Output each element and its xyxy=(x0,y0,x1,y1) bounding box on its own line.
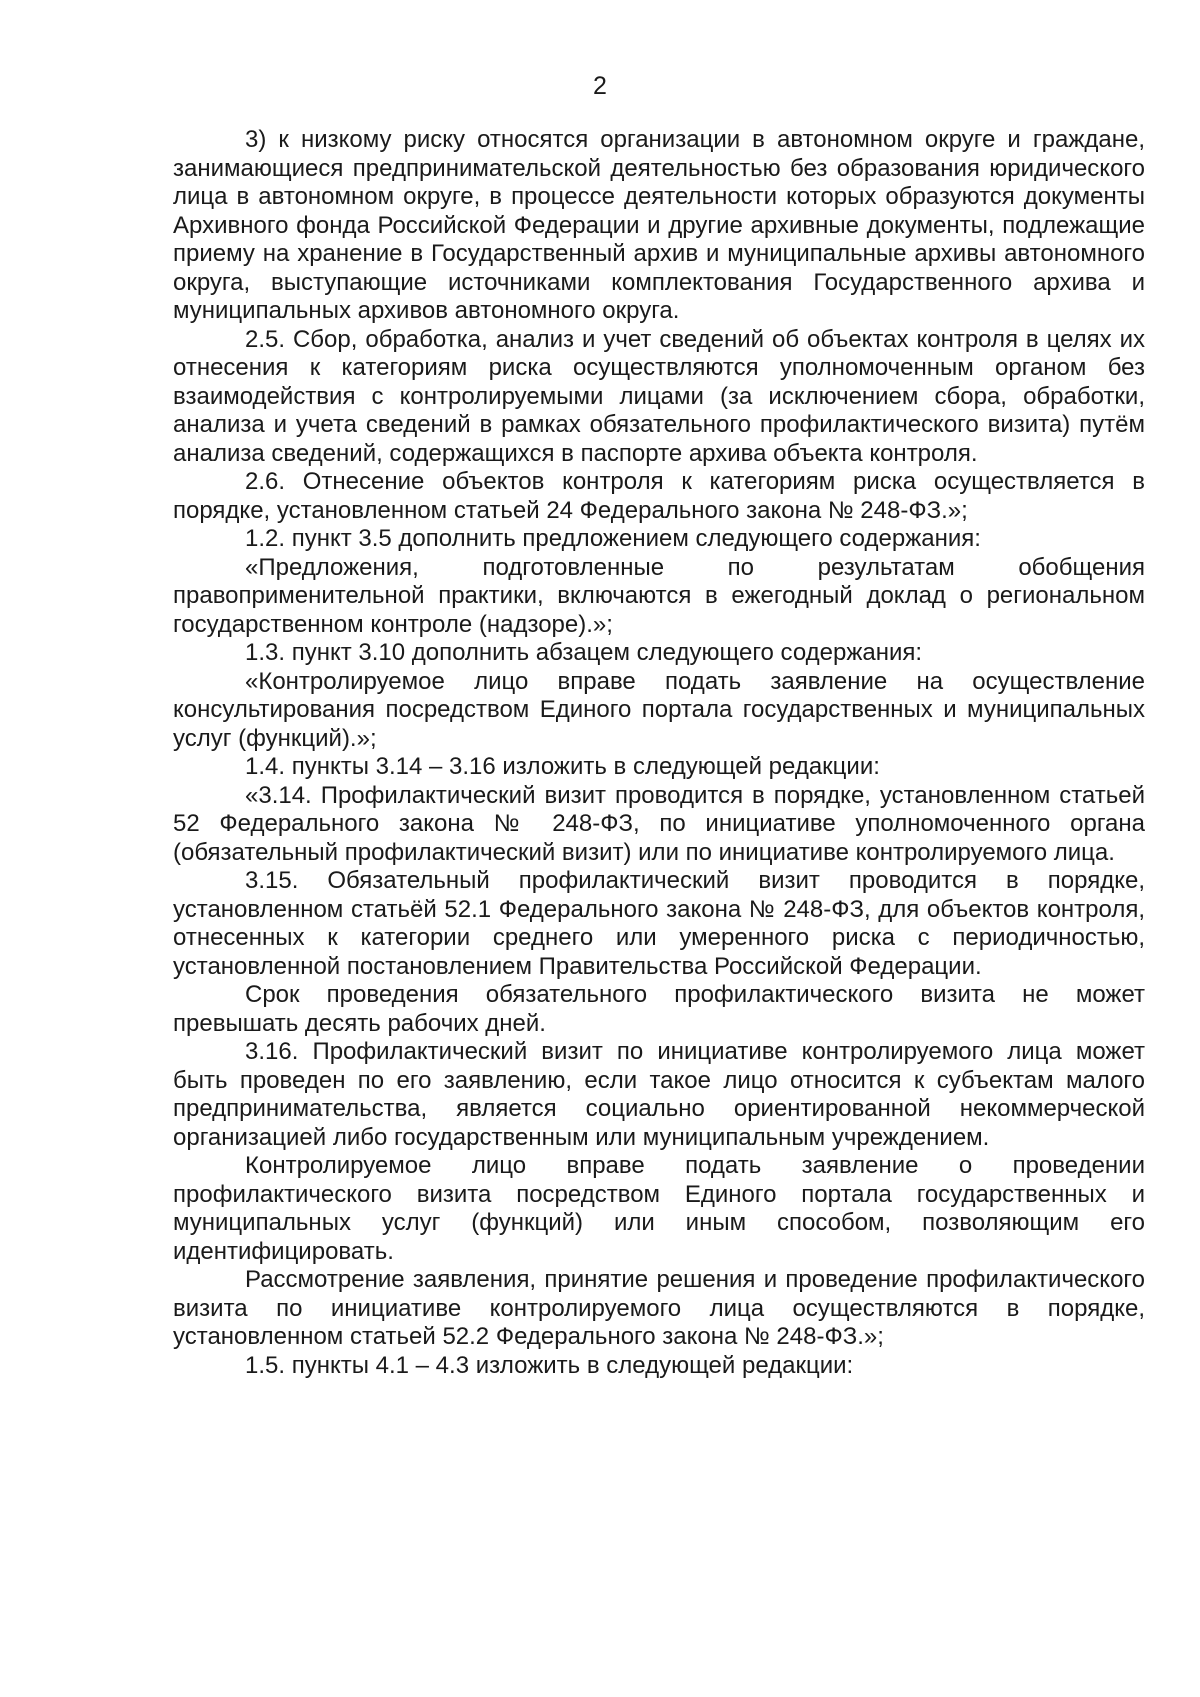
paragraph-proposals: «Предложения, подготовленные по результатам обобщения правоприменительной практики, включаются в ежегодный доклад о региональном государственном контроле (надзоре).»; xyxy=(173,553,1145,638)
paragraph-review: Рассмотрение заявления, принятие решения и проведение профилактического визита по инициативе контролируемого лица осуществляются в порядке, установленном статьей 52.2 Федерального закона № 248-ФЗ.»; xyxy=(173,1266,1145,1350)
paragraph-low-risk: 3) к низкому риску относятся организации в автономном округе и граждане, занимающиеся предпринимательской деятельностью без образования юридического лица в автономном округе, в процессе деятельности которых образуются документы Архивного фонда Российской Федерации и другие архивные документы, подлежащие приему на хранение в Государственный архив и муниципальные архивы автономного округа, выступающие источниками комплектования Государственного архива и муниципальных архивов автономного округа. xyxy=(173,126,1145,324)
paragraph-2-6: 2.6. Отнесение объектов контроля к категориям риска осуществляется в порядке, установленном статьей 24 Федерального закона № 248-ФЗ.»; xyxy=(173,468,1145,524)
paragraph-visit-term: Срок проведения обязательного профилактического визита не может превышать десять рабочих дней. xyxy=(173,981,1145,1037)
paragraph-1-2: 1.2. пункт 3.5 дополнить предложением следующего содержания: xyxy=(245,525,981,552)
paragraph-1-3: 1.3. пункт 3.10 дополнить абзацем следующего содержания: xyxy=(245,639,923,666)
page-number: 2 xyxy=(593,72,607,100)
paragraph-3-14: «3.14. Профилактический визит проводится в порядке, установленном статьей 52 Федерального закона № 248-ФЗ, по инициативе уполномоченного органа (обязательный профилактический визит) или по инициативе контролируемого лица. xyxy=(173,781,1145,866)
paragraph-1-4: 1.4. пункты 3.14 – 3.16 изложить в следующей редакции: xyxy=(245,753,880,780)
paragraph-3-15: 3.15. Обязательный профилактический визит проводится в порядке, установленном статьёй 52.1 Федерального закона № 248-ФЗ, для объектов контроля, отнесенных к категории среднего или умеренного риска с периодичностью, установленной постановлением Правительства Российской Федерации. xyxy=(173,867,1145,980)
document-body xyxy=(173,126,1145,1380)
paragraph-application: Контролируемое лицо вправе подать заявление о проведении профилактического визита посредством Единого портала государственных и муниципальных услуг (функций) или иным способом, позволяющим его идентифицировать. xyxy=(173,1152,1145,1265)
paragraph-1-5: 1.5. пункты 4.1 – 4.3 изложить в следующей редакции: xyxy=(245,1351,854,1379)
paragraph-2-5: 2.5. Сбор, обработка, анализ и учет сведений об объектах контроля в целях их отнесения к категориям риска осуществляются уполномоченным органом без взаимодействия с контролируемыми лицами (за исключением сбора, обработки, анализа и учета сведений в рамках обязательного профилактического визита) путём анализа сведений, содержащихся в паспорте архива объекта контроля. xyxy=(173,325,1145,467)
paragraph-consulting: «Контролируемое лицо вправе подать заявление на осуществление консультирования посредством Единого портала государственных и муниципальных услуг (функций).»; xyxy=(173,667,1145,752)
paragraph-3-16: 3.16. Профилактический визит по инициативе контролируемого лица может быть проведен по его заявлению, если такое лицо относится к субъектам малого предпринимательства, является социально ориентированной некоммерческой организацией либо государственным или муниципальным учреждением. xyxy=(173,1038,1145,1151)
